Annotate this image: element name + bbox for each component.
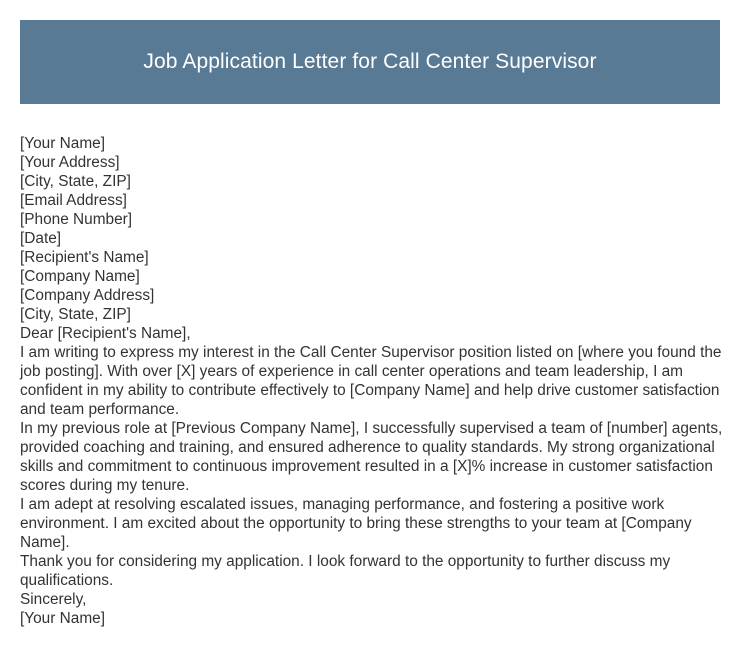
company-name: [Company Name] bbox=[20, 268, 140, 285]
paragraph-thanks: Thank you for considering my application. I look forward to the opportunity to further discuss my qualifications. bbox=[20, 553, 671, 589]
title-banner bbox=[20, 20, 720, 104]
sender-address: [Your Address] bbox=[20, 154, 120, 171]
page-title: Job Application Letter for Call Center Supervisor bbox=[143, 50, 597, 73]
sender-name: [Your Name] bbox=[20, 135, 105, 152]
sender-email: [Email Address] bbox=[20, 192, 127, 209]
sender-city: [City, State, ZIP] bbox=[20, 173, 131, 190]
paragraph-experience: In my previous role at [Previous Company Name], I successfully supervised a team of [number] agents, provided coaching and training, and ensured adherence to quality standards. My strong organizational skills and commitment to continuous improvement resulted in a [X]% increase in customer satisfaction scores during my tenure. bbox=[20, 420, 723, 494]
closing: Sincerely, bbox=[20, 591, 87, 608]
salutation: Dear [Recipient's Name], bbox=[20, 325, 191, 342]
recipient-name: [Recipient's Name] bbox=[20, 249, 149, 266]
paragraph-intro: I am writing to express my interest in the Call Center Supervisor position listed on [where you found the job posting]. With over [X] years of experience in call center operations and team leadership, I am confident in my ability to contribute effectively to [Company Name] and help drive customer satisfaction and team performance. bbox=[20, 344, 722, 418]
sender-phone: [Phone Number] bbox=[20, 211, 133, 228]
letter-date: [Date] bbox=[20, 230, 62, 247]
signature: [Your Name] bbox=[20, 610, 105, 627]
company-city: [City, State, ZIP] bbox=[20, 306, 131, 323]
paragraph-skills: I am adept at resolving escalated issues, managing performance, and fostering a positive work environment. I am excited about the opportunity to bring these strengths to your team at [Company Name]. bbox=[20, 496, 692, 551]
company-address: [Company Address] bbox=[20, 287, 155, 304]
letter-body bbox=[20, 134, 724, 628]
